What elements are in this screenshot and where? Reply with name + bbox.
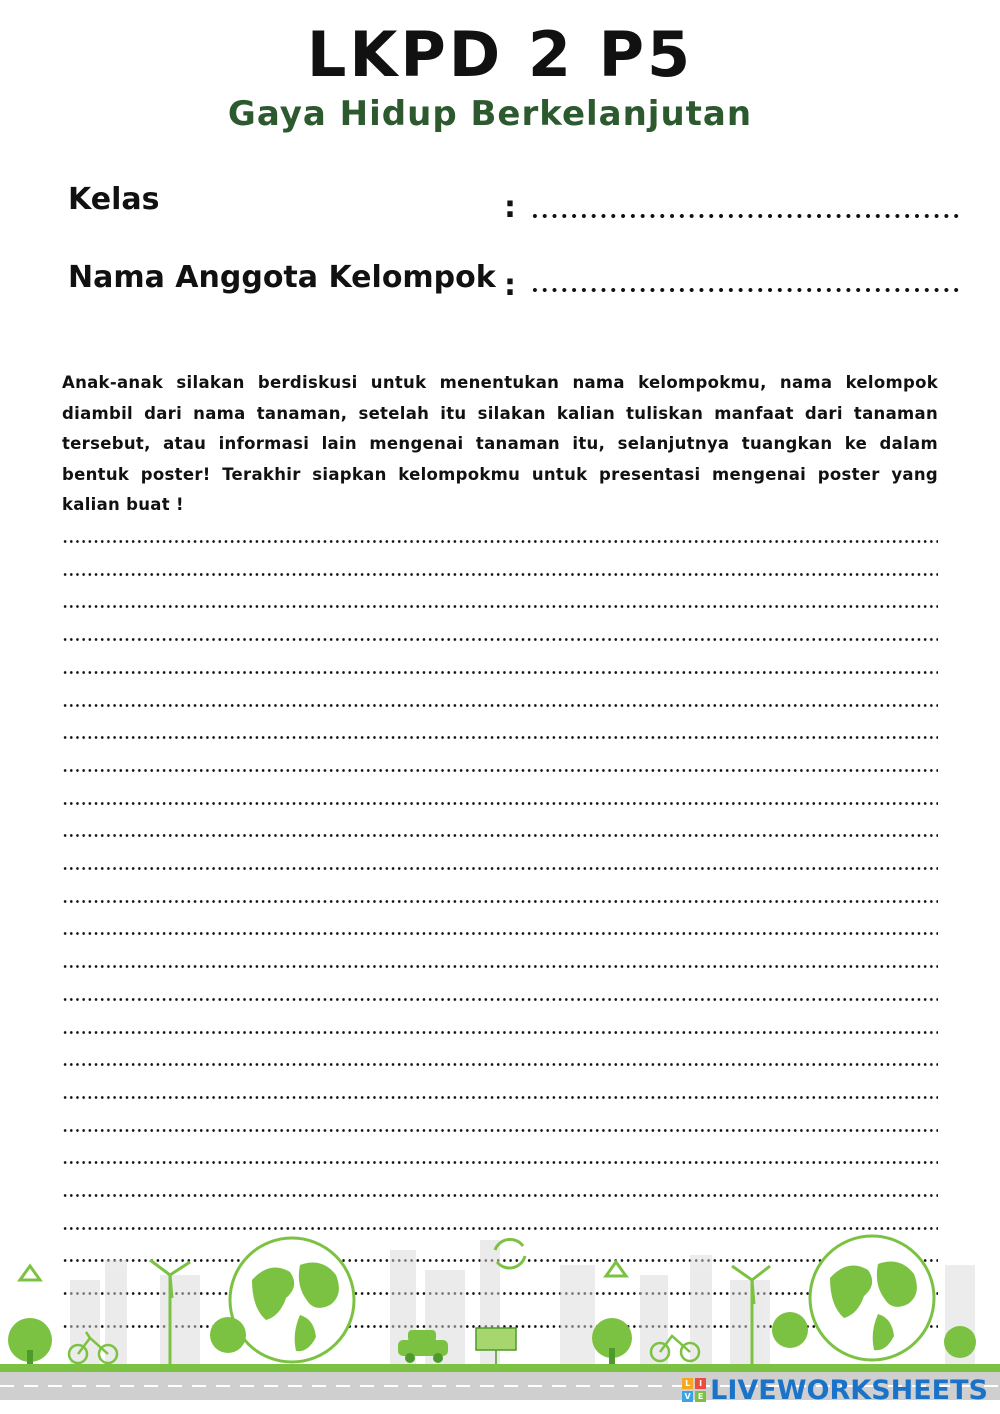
instructions-text: Anak-anak silakan berdiskusi untuk menentukan nama kelompokmu, nama kelompok diambil dari nama tanaman, setelah itu silakan kalian tuliskan manfaat dari tanaman tersebut, atau informasi lain mengenai tanaman itu, selanjutnya tuangkan ke dalam bentuk poster! Terakhir siapkan kelompokmu untuk presentasi mengenai poster yang kalian buat ! <box>62 373 938 514</box>
globe-right-icon <box>810 1236 934 1360</box>
nama-anggota-input-line[interactable] <box>530 288 960 292</box>
brand-grid-v: V <box>682 1391 693 1402</box>
field-label-nama-anggota: Nama Anggota Kelompok <box>68 260 496 295</box>
answer-line[interactable] <box>62 704 938 707</box>
answer-line[interactable] <box>62 900 938 903</box>
answer-line[interactable] <box>62 671 938 674</box>
brand-grid-e: E <box>695 1391 706 1402</box>
liveworksheets-grid-icon <box>682 1378 706 1402</box>
answer-line[interactable] <box>62 638 938 641</box>
brand-grid-l: L <box>682 1378 693 1389</box>
answer-line[interactable] <box>62 998 938 1001</box>
answer-line[interactable] <box>62 573 938 576</box>
brand-grid-i: I <box>695 1378 706 1389</box>
answer-line[interactable] <box>62 834 938 837</box>
answer-line[interactable] <box>62 605 938 608</box>
ground-grass <box>0 1364 1000 1372</box>
page-subtitle: Gaya Hidup Berkelanjutan <box>227 94 753 134</box>
answer-line[interactable] <box>62 802 938 805</box>
answer-line[interactable] <box>62 1161 938 1164</box>
answer-line[interactable] <box>62 736 938 739</box>
answer-line[interactable] <box>62 540 938 543</box>
answer-line[interactable] <box>62 932 938 935</box>
page-title: LKPD 2 P5 <box>306 18 694 91</box>
kelas-input-line[interactable] <box>530 214 960 218</box>
globe-left-icon <box>230 1238 354 1362</box>
field-colon-nama-anggota: : <box>504 268 516 303</box>
answer-line[interactable] <box>62 1129 938 1132</box>
answer-line[interactable] <box>62 1063 938 1066</box>
answer-line[interactable] <box>62 769 938 772</box>
answer-line[interactable] <box>62 867 938 870</box>
field-colon-kelas: : <box>504 190 516 225</box>
liveworksheets-text: LIVEWORKSHEETS <box>710 1374 988 1406</box>
answer-line[interactable] <box>62 965 938 968</box>
field-label-kelas: Kelas <box>68 182 160 217</box>
answer-line[interactable] <box>62 1031 938 1034</box>
liveworksheets-logo[interactable] <box>682 1373 988 1407</box>
answer-line[interactable] <box>62 1096 938 1099</box>
